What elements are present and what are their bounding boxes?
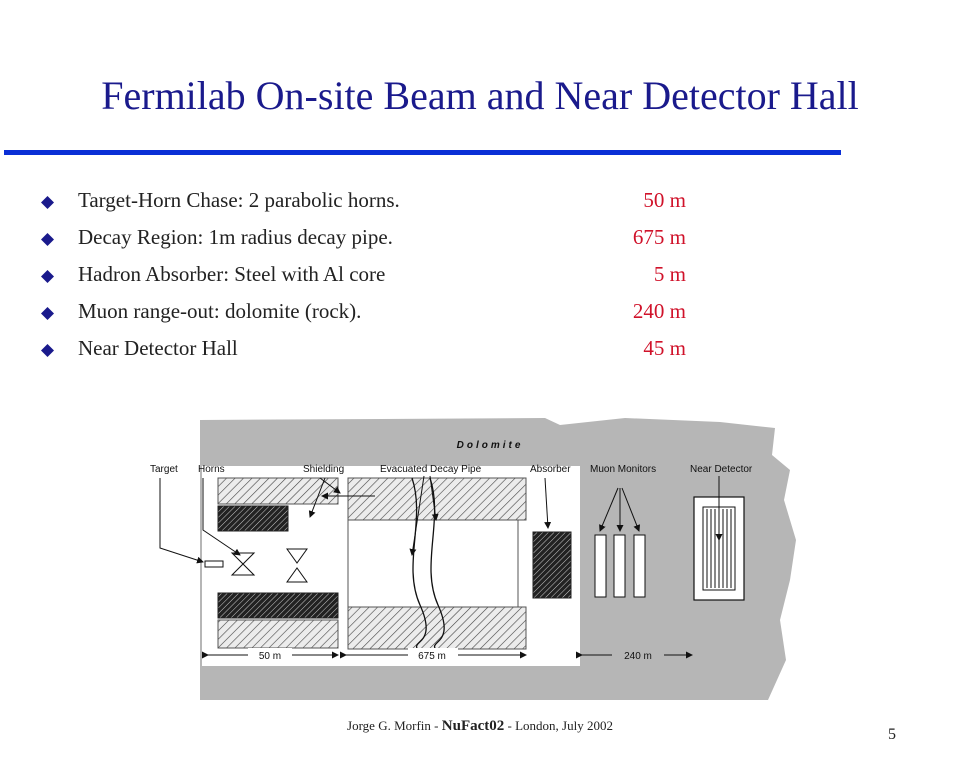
- bullet-distance: 50 m: [643, 188, 686, 212]
- slide-title: Fermilab On-site Beam and Near Detector Hall: [101, 73, 859, 118]
- footer-conference: NuFact02: [441, 718, 505, 734]
- decay-pipe-label: Evacuated Decay Pipe: [380, 464, 482, 475]
- bullet-distance: 5 m: [653, 262, 686, 286]
- muon-monitor: [595, 535, 606, 597]
- shielding-block: [218, 593, 338, 618]
- bullet-text: Near Detector Hall: [78, 336, 238, 360]
- shielding-label: Shielding: [303, 464, 345, 475]
- shielding-block: [218, 620, 338, 648]
- absorber-block: [533, 532, 571, 598]
- bullet-distance: 675 m: [632, 225, 686, 249]
- bullet-text: Hadron Absorber: Steel with Al core: [78, 262, 386, 286]
- horns-label: Horns: [198, 464, 225, 475]
- page-number: 5: [888, 726, 896, 743]
- footer-place-date: - London, July 2002: [504, 718, 613, 733]
- footer-author: Jorge G. Morfin -: [347, 718, 442, 733]
- bullet-text: Decay Region: 1m radius decay pipe.: [78, 225, 393, 249]
- dimension-50m: 50 m: [258, 651, 282, 662]
- bullet-distance: 45 m: [643, 336, 686, 360]
- absorber-label: Absorber: [530, 464, 571, 475]
- dimension-240m: 240 m: [624, 651, 652, 662]
- bullet-distance: 240 m: [632, 299, 686, 323]
- dolomite-label: Dolomite: [456, 440, 524, 451]
- near-detector-label: Near Detector: [690, 464, 753, 475]
- decay-pipe-shielding: [348, 478, 526, 520]
- target: [205, 561, 223, 567]
- bullet-text: Muon range-out: dolomite (rock).: [78, 299, 362, 323]
- dimension-675m: 675 m: [418, 651, 446, 662]
- muon-monitor: [614, 535, 625, 597]
- bullet-text: Target-Horn Chase: 2 parabolic horns.: [78, 188, 400, 212]
- target-label: Target: [150, 464, 178, 475]
- muon-monitor: [634, 535, 645, 597]
- shielding-block: [218, 506, 288, 531]
- muon-monitors-label: Muon Monitors: [590, 464, 657, 475]
- footer: [0, 718, 960, 735]
